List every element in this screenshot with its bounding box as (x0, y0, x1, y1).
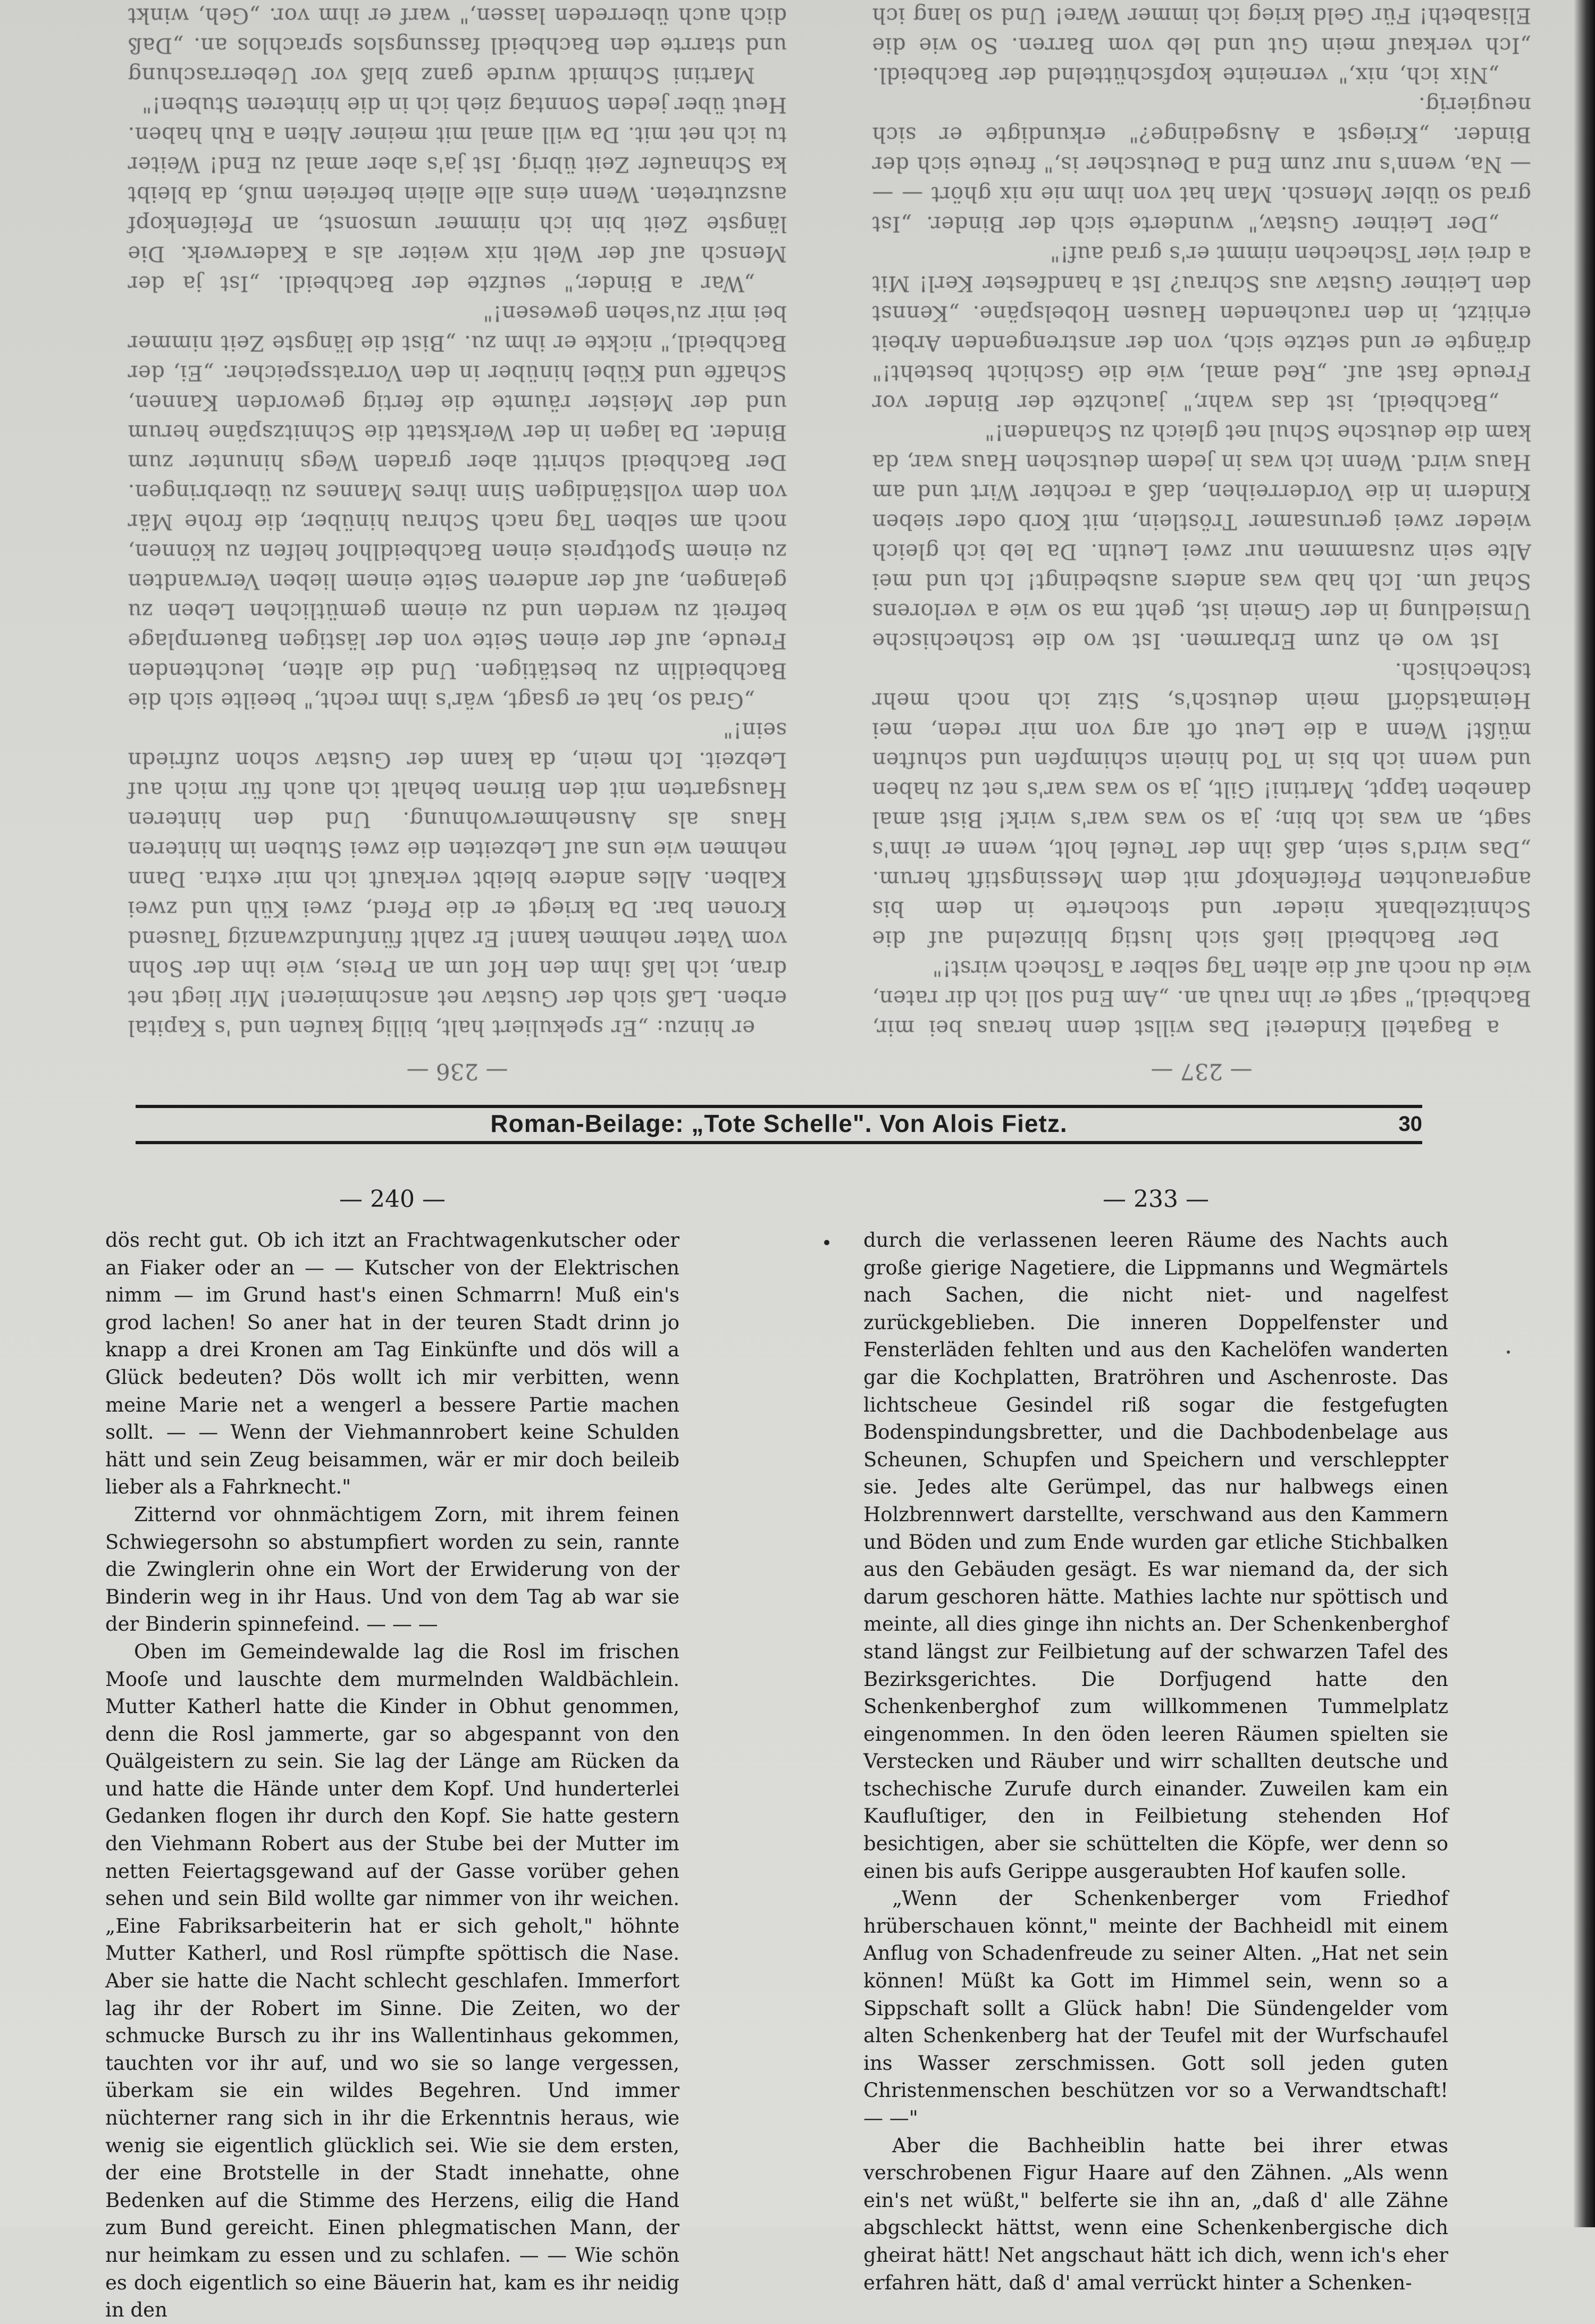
beilage-header (136, 1105, 1422, 1142)
paragraph: Zitternd vor ohnmächtigem Zorn, mit ihrem feinen Schwiegersohn so abstumpfiert worden zu sein, rannte die Zwinglerin ohne ein Wort der Erwiderung von der Binderin weg in ihr Haus. Und von dem Tag ab war sie der Binderin spinnefeind. — — — (105, 1503, 679, 1636)
scan-speck (1507, 1350, 1510, 1354)
upper-left-page-number: — 237 — (1151, 1059, 1253, 1085)
binding-edge (1574, 0, 1595, 2227)
left-page (105, 1186, 679, 2324)
upside-down-spread (96, 3, 1531, 1085)
upper-right-paragraph: „War a Binder," seufzte der Bachbeidl. „Ist ja der Mensch auf der Welt nix weiter als a Kaderwerk. Die längste Zeit bin ich nimmer umsonst, an Pfeifenkopf auszutreten. Wenn eins alle allein befreien muß, da bleibt ka Schnaufer Zeit übrig. Ist ja's aber amal zu End! Weiter tu ich net mit. Da will amal mit meiner Alten a Ruh haben. Heut über jeden Sonntag zieh ich in die hinteren Stuben!" (128, 93, 787, 296)
sheet-number: 30 (1398, 1112, 1422, 1136)
paragraph: durch die verlassenen leeren Räume des Nachts auch große gierige Nagetiere, die Lippmanns und Wegmärtels nach Sachen, die nicht niet- und nagelfest zurückgeblieben. Die inneren Doppelfenster und Fensterläden fehlten und aus den Kachelöfen wanderten gar die Kochplatten, Bratröhren und Aschenroste. Das lichtscheue Gesindel riß sogar die festgefugten Bodenspindungsbretter, und die Dachbodenbelage aus Scheunen, Schupfen und Speichern und verschleppter sie. Jedes alte Gerümpel, das nur halbwegs einen Holzbrennwert darstellte, verschwand aus den Kammern und Böden und zum Ende wurden gar etliche Stichbalken aus den Gebäuden gesägt. Es war niemand da, der sich darum geschoren hätte. Mathies lachte nur spöttisch und meinte, all dies ginge ihn nichts an. Der Schenkenberghof stand längst zur Feilbietung auf der schwarzen Tafel des Bezirksgerichtes. Die Dorfjugend hatte den Schenkenberghof zum willkommenen Tummelplatz eingenommen. In den öden leeren Räumen spielten sie Verstecken und Räuber und wirr schallten deutsche und tschechische Zurufe durch einander. Zuweilen kam ein Kaufluſtiger, den in Feilbietung stehenden Hof besichtigen, aber sie schüttelten die Köpfe, wer denn so einen bis aufs Gerippe ausgeraubten Hof kaufen solle. (863, 1229, 1448, 1883)
upper-right-page-number: — 236 — (406, 1059, 508, 1085)
paragraph: dös recht gut. Ob ich itzt an Frachtwagenkutscher oder an Fiaker oder an — — Kutscher von der Elektrischen nimm — im Grund hast's einen Schmarrn! Muß ein's grod lachen! So aner hat in der teuren Stadt drinn jo knapp a drei Kronen am Tag Einkünfte und dös will a Glück bedeuten? Dös wollt ich mir verbitten, wenn meine Marie net a wengerl a bessere Partie machen sollt. — — Wenn der Viehmannrobert keine Schulden hätt und sein Zeug beisammen, wär er mir doch beileib lieber als a Fahrknecht." (105, 1229, 679, 1499)
header-rule-top (136, 1105, 1422, 1108)
upper-left-paragraph: Der Bachbeidl ließ sich lustig blinzelnd auf die Schnitzelbank nieder und stocherte in dem bis angerauchten Pfeifenkopf mit dem Messingstift herum. „Das wird's sein, daß ihn der Teufel holt, wenn er ihm's sagt, an was ich bin; ja so was war's wirk! Bist amal daneben tappt, Martini! Gilt, ja so was war's net zu haben und wenn ich bis in Tod hinein schimpfen und schuften müßt! Wenn a die Leut oft arg von mir reden, mei Heimatsdörfl mein deutsch's, Sitz ich noch mehr tschechisch. (872, 658, 1531, 951)
upper-left-paragraph: „Nix ich, nix," verneinte kopfschüttelnd der Bachbeidl. „Ich verkauf mein Gut und leb vom Barren. So wie die Elisabeth! Für Geld krieg ich immer Ware! Und so lang ich (872, 3, 1531, 87)
upper-left-paragraph: „Bachbeidl, ist das wahr," jauchzte der Binder vor Freude fast auf. „Red amal, wie die Gschicht besteht!" drängte er und setzte sich, von der anstrengenden Arbeit erhitzt, in den rauchenden Hausen Hobelspäne. „Kennst den Leitner Gustav aus Schrau? Ist a handfester Kerl! Mit a drei vier Tschechen nimmt er's grad auf!" (872, 241, 1531, 415)
header-rule-bottom (136, 1141, 1422, 1144)
upper-left-paragraph: Ist wo eh zum Erbarmen. Ist wo die tschechische Umsiedlung in der Gmein ist, geht ma so wie a verlorens Schaf um. Ich hab was anders ausbedingt! Ich und mei Alte sein zusammen nur zwei Leutln. Da leb ich gleich wieder zwei gerunsamer Tröstlein, mit Korb oder sieben Kindern in die Vorderreihen, daß a rechter Wirt und am Haus wird. Wenn ich was in jedem deutschen Haus war, da kam die deutsche Schul net gleich zu Schanden!" (872, 420, 1531, 653)
upper-right-paragraph: „Grad so, hat er gsagt, wär's ihm recht," beeilte sich die Bachbeidlin zu bestätigen. Und die alten, leuchtenden Freude, auf der einen Seite von der lästigen Bauernplage befreit zu werden und zu einem gemütlichen Leben zu gelangen, auf der anderen Seite einem lieben Verwandten zu einem Spottpreis einen Bachbeidlhof helfen zu können, noch am selben Tag nach Schrau hinüber, die frohe Mär von dem vollständigen Sinn ihres Mannes zu überbringen. Der Bachbeidl schritt aber graden Wegs hinunter zum Binder. Da lagen in der Werkstatt die Schnitzspäne herum und der Meister räumte die fertig geworden Kannen, Schaffe und Kübel hinüber in den Vorratsspeicher. „Ei, der Bachbeidl," nickte er ihm zu. „Bist die längste Zeit nimmer bei mir zu'sehen gewesen!" (128, 301, 787, 712)
paragraph: „Wenn der Schenkenberger vom Friedhof hrüberschauen könnt," meinte der Bachheidl mit einem Anflug von Schadenfreude zu seiner Alten. „Hat net sein können! Müßt ka Gott im Himmel sein, wenn so a Sippschaft sollt a Glück habn! Die Sündengelder vom alten Schenkenberg hat der Teufel mit der Wurfschaufel ins Wasser zerschmissen. Gott soll jeden guten Christenmenschen beschützen vor so a Verwandtschaft! — —" (863, 1887, 1448, 2129)
beilage-title: Roman-Beilage: „Tote Schelle". Von Alois Fietz. (490, 1110, 1068, 1137)
paragraph: Oben im Gemeindewalde lag die Rosl im frischen Mooſe und lauschte dem murmelnden Waldbächlein. Mutter Katherl hatte die Kinder in Obhut genommen, denn die Rosl jammerte, gar so abgespannt von den Quälgeistern zu sein. Sie lag der Länge am Rücken da und hatte die Hände unter dem Kopf. Und hunderterlei Gedanken flogen ihr durch den Kopf. Sie hatte gestern den Viehmann Robert aus der Stube bei der Mutter im netten Feiertagsgewand auf der Gasse vorüber gehen sehen und sein Bild wollte gar nimmer von ihr weichen. „Eine Fabriksarbeiterin hat er sich geholt," höhnte Mutter Katherl, und Rosl rümpfte spöttisch die Nase. Aber sie hatte die Nacht schlecht geschlafen. Immerfort lag ihr der Robert im Sinne. Die Zeiten, wo der schmucke Bursch zu ihr ins Wallentinhaus gekommen, tauchten vor ihr auf, und wo sie so lange vergessen, überkam sie ein wildes Begehren. Und immer nüchterner rang sich in ihr die Erkenntnis heraus, wie wenig sie eigentlich glücklich sei. Wie sie dem ersten, der eine Brotstelle in der Stadt innehatte, ohne Bedenken auf die Stimme des Herzens, eilig die Hand zum Bund gereicht. Einen phlegmatischen Mann, der nur heimkam zu essen und zu schlafen. — — Wie schön es doch eigentlich so eine Bäuerin hat, kam es ihr neidig in den (105, 1640, 679, 2322)
paragraph: Aber die Bachheiblin hatte bei ihrer etwas verschrobenen Figur Haare auf den Zähnen. „Als wenn ein's net wüßt," belferte sie ihn an, „daß d' alle Zähne abgschleckt hättst, wenn eine Schenkenbergische dich gheirat hätt! Net angschaut hätt ich dich, wenn ich's eher erfahren hätt, daß d' amal verrückt hinter a Schenken- (863, 2134, 1448, 2294)
upper-right-paragraph: Martini Schmidt wurde ganz blaß vor Ueberraschung und starrte den Bachbeidl fassungslos sprachlos an. „Daß dich auch überreden lassen," warf er ihm vor. „Geh, winkt (128, 3, 787, 87)
page-number: — 233 — (1103, 1186, 1209, 1213)
upper-right-paragraph: er hinzu: „Er spekuliert halt, billig kaufen und 's Kapital erben. Laß sich der Gustav net anschmieren! Mir liegt net dran, ich laß ihm den Hof um an Preis, wie ihn der Sohn vom Vater nehmen kann! Er zahlt fünfundzwanzig Tausend Kronen bar. Da kriegt er die Pferd, zwei Küh und zwei Kalben. Alles andere bleibt verkauft ich mir extra. Dann nehmen wie uns auf Lebzeiten die zwei Stuben im hinteren Haus als Ausnehmerwohnung. Und den hinteren Hausgarten mit den Birnen behalt ich auch für mich auf Lebzeit. Ich mein, da kann der Gustav schon zufriedn sein!" (128, 718, 787, 1040)
upper-right-column (128, 0, 787, 1085)
page-number: — 240 — (339, 1186, 446, 1213)
right-page (863, 1186, 1448, 2296)
upper-left-column (872, 0, 1531, 1085)
upper-left-paragraph: „Der Leitner Gustav," wunderte sich der Binder. „Ist grad so übler Mensch. Man hat von ihm nie nix ghört — — — Na, wenn's nur zum End a Deutscher is," freute sich der Binder. „Kriegst a Ausgedinge?" erkundigte er sich neugierig. (872, 93, 1531, 236)
upper-left-paragraph: a Bagatell Kinderei! Das willst denn heraus bei mir, Bachbeidl," sagt er ihn rauh an. „Am End soll ich dir raten, wie du noch auf die alten Tag selber a Tschech wirst!" (872, 956, 1531, 1040)
margin-dot (824, 1240, 829, 1245)
